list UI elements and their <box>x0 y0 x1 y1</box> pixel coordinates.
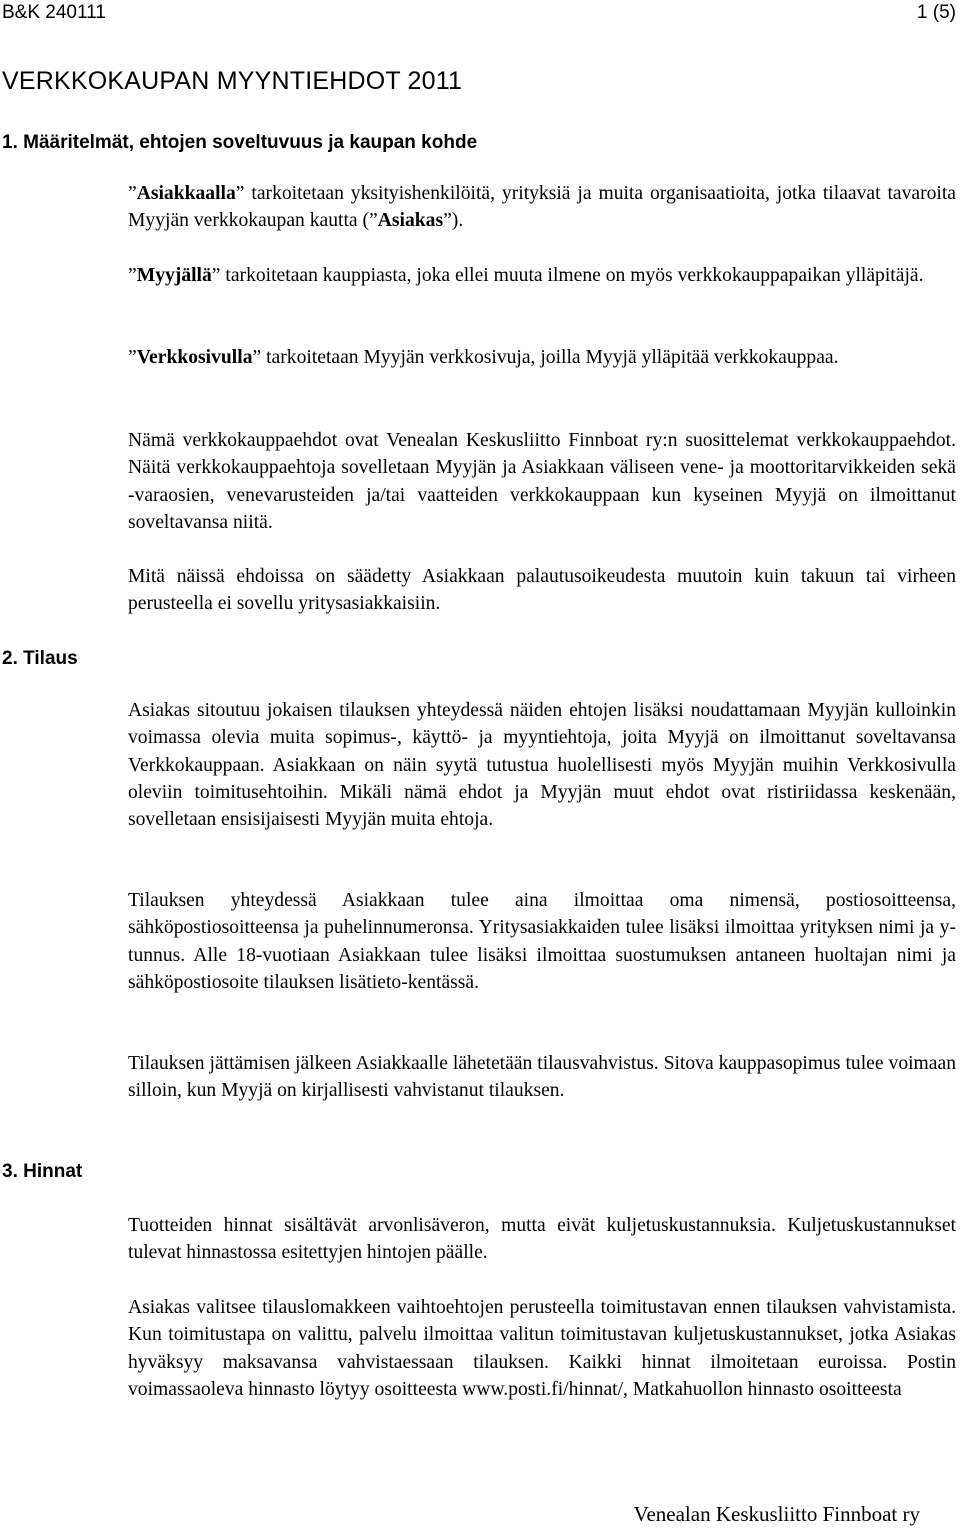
section-heading-definitions: 1. Määritelmät, ehtojen soveltuvuus ja kaupan kohde <box>2 132 478 153</box>
definition-text: tarkoitetaan yksityishenkilöitä, yrityksiä ja muita organisaatioita, jotka tilaavat tavaroita Myyjän verkkokaupan kautta ( <box>128 183 956 232</box>
definition-term: Myyjällä <box>136 265 212 286</box>
definition-tail: ). <box>451 210 464 232</box>
definition-text: tarkoitetaan Myyjän verkkosivuja, joilla Myyjä ylläpitää verkkokauppaa. <box>266 347 839 368</box>
footer-organization: Venealan Keskusliitto Finnboat ry <box>633 1502 920 1526</box>
document-code: B&K 240111 <box>2 2 106 23</box>
definition-term: Verkkosivulla <box>136 347 253 368</box>
definition-asiakas: ”Asiakkaalla” tarkoitetaan yksityishenkilöitä, yrityksiä ja muita organisaatioita, jotka tilaavat tavaroita Myyjän verkkokaupan kautta (”Asiakas”). <box>128 183 956 232</box>
definition-myyja: ”Myyjällä” tarkoitetaan kauppiasta, joka ellei muuta ilmene on myös verkkokauppapaikan ylläpitäjä. <box>128 265 924 286</box>
paragraph-order-details: Tilauksen yhteydessä Asiakkaan tulee aina ilmoittaa oma nimensä, postiosoitteensa, sähköpostiosoitteensa ja puhelinnumeronsa. Yritysasiakkaiden tulee lisäksi ilmoittaa yrityksen nimi ja y-tunnus. Alle 18-vuotiaan Asiakkaan tulee lisäksi ilmoittaa suostumuksen antaneen huoltajan nimi ja sähköpostiosoite tilauksen lisätieto-kentässä. <box>128 890 956 993</box>
section-heading-order: 2. Tilaus <box>2 648 78 669</box>
paragraph-business-customers: Mitä näissä ehdoissa on säädetty Asiakkaan palautusoikeudesta muutoin kuin takuun tai virheen perusteella ei sovellu yritysasiakkaisiin. <box>128 566 956 615</box>
definition-term: Asiakkaalla <box>136 183 236 204</box>
document-title: VERKKOKAUPAN MYYNTIEHDOT 2011 <box>2 67 463 95</box>
definition-text: tarkoitetaan kauppiasta, joka ellei muuta ilmene on myös verkkokauppapaikan ylläpitäjä. <box>225 265 924 286</box>
paragraph-order-terms: Asiakas sitoutuu jokaisen tilauksen yhteydessä näiden ehtojen lisäksi noudattamaan Myyjän kulloinkin voimassa olevia muita sopimus-, käyttö- ja myyntiehtoja, joita Myyjä on ilmoittanut soveltavansa Verkkokauppaan. Asiakkaan on näin syytä tutustua huolellisesti myös Myyjän muihin Verkkosivulla oleviin toimitusehtoihin. Mikäli nämä ehdot ja Myyjän muut ehdot ovat ristiriidassa keskenään, sovelletaan ensisijaisesti Myyjän muita ehtoja. <box>128 700 956 831</box>
definition-verkkosivu: ”Verkkosivulla” tarkoitetaan Myyjän verkkosivuja, joilla Myyjä ylläpitää verkkokauppaa. <box>128 347 839 368</box>
paragraph-delivery-costs: Asiakas valitsee tilauslomakkeen vaihtoehtojen perusteella toimitustavan ennen tilauksen vahvistamista. Kun toimitustapa on valittu, palvelu ilmoittaa valitun toimitustavan kuljetuskustannukset, jotka Asiakas hyväksyy maksavansa vahvistaessaan tilauksen. Kaikki hinnat ilmoitetaan euroissa. Postin voimassaoleva hinnasto löytyy osoitteesta www.posti.fi/hinnat/, Matkahuollon hinnasto osoitteesta <box>128 1297 956 1400</box>
paragraph-order-confirmation: Tilauksen jättämisen jälkeen Asiakkaalle lähetetään tilausvahvistus. Sitova kauppasopimus tulee voimaan silloin, kun Myyjä on kirjallisesti vahvistanut tilauksen. <box>128 1053 956 1102</box>
definition-term-short: Asiakas <box>377 210 444 232</box>
paragraph-applicability: Nämä verkkokauppaehdot ovat Venealan Keskusliitto Finnboat ry:n suosittelemat verkkokauppaehdot. Näitä verkkokauppaehtoja sovelletaan Myyjän ja Asiakkaan väliseen vene- ja moottoritarvikkeiden sekä -varaosien, venevarusteiden ja/tai vaatteiden verkkokauppaan kun kyseinen Myyjä on ilmoittanut soveltavansa niitä. <box>128 430 956 533</box>
page-number: 1 (5) <box>916 2 956 23</box>
paragraph-prices-vat: Tuotteiden hinnat sisältävät arvonlisäveron, mutta eivät kuljetuskustannuksia. Kuljetuskustannukset tulevat hinnastossa esitettyjen hintojen päälle. <box>128 1215 956 1264</box>
section-heading-prices: 3. Hinnat <box>2 1161 83 1182</box>
